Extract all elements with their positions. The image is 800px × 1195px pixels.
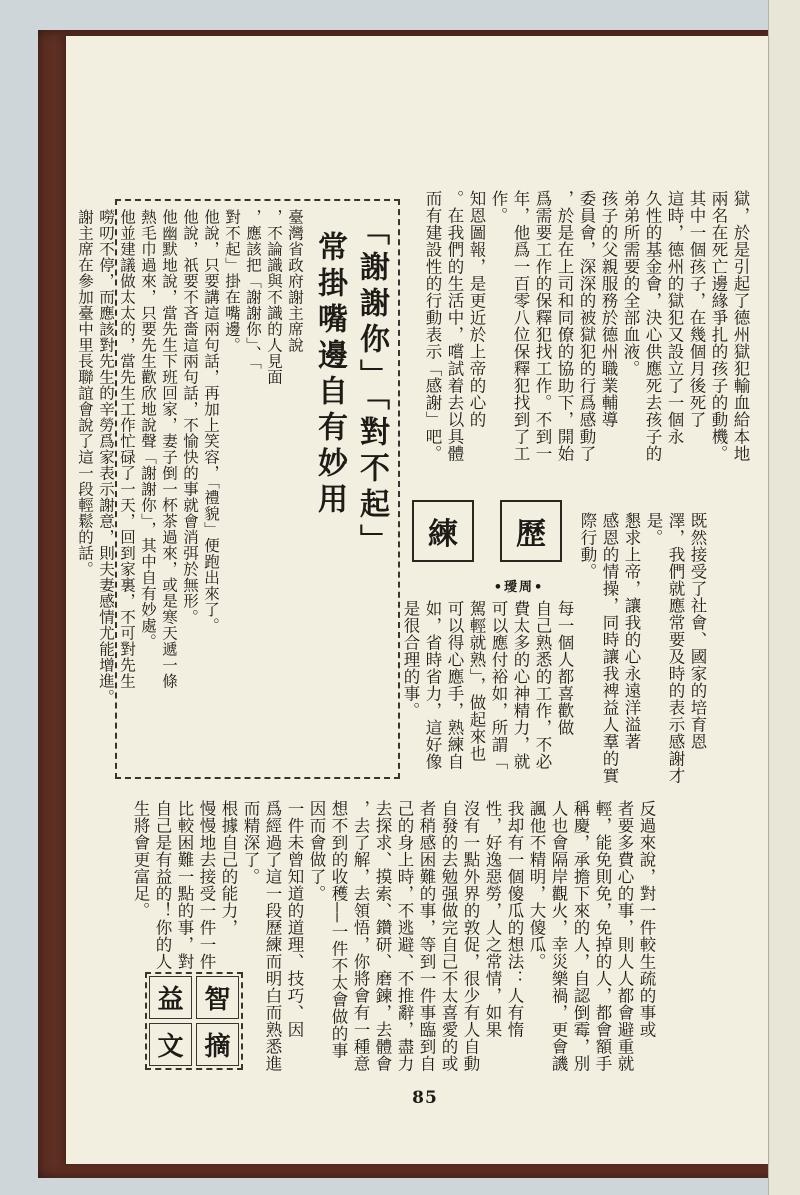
experience-article-body: 反過來說，對一件較生疏的事或 者要多費心的事，則人人都會避重就 輕，能免則免，免掉的人，都會額手 稱慶，承擔下來的人，自認倒霉，別 人也會隔岸觀火，幸災樂禍，更會譏 諷他不精明，大傻瓜。 我却有一個傻瓜的想法：人有惰 性，好逸惡勞，人之常情，如果 沒有一點外界的敦促，很少有人自動 自發的去勉强做完自己不太喜愛的或 者稍感困難的事，等到一件事臨到自 己的身上時，不逃避、不推辭，盡力 去探求、摸索、鑽研、磨鍊，去體會 ，去了解，去領悟，你將會有一種意 想不到的收穫——一件不太會做的事 因而會做了。 一件未曾知道的道理、技巧、因 爲經過了這一段歷練而明白而熟悉進 而精深了。 根據自己的能力， 慢慢地去接受一件一件 比較困難一點的事，對 自己是有益的！你的人 生將會更富足。 — [130, 800, 655, 1072]
logo-char: 益 — [149, 976, 192, 1019]
adjacent-page-edge — [768, 0, 800, 1195]
logo-char: 文 — [149, 1023, 192, 1066]
experience-article-intro: 每一個人都喜歡做 自己熟悉的工作，不必 費太多的心神精力，就 可以應付裕如，所謂「 駕輕就熟」，做起來也 可以得心應手，熟練自 如，省時省力，這好像 是很合理的事。 — [400, 600, 573, 770]
top-article-closing: 既然接受了社會、國家的培育恩 澤，我們就應常要及時的表示感謝才 是。 懇求上帝，讓我的心永遠洋溢著 感恩的情操，同時讓我裨益人羣的實 際行動。 — [577, 512, 706, 784]
logo-char: 智 — [196, 976, 239, 1019]
article-heading-char-2: 練 — [412, 500, 474, 562]
article-byline: •璦周• — [493, 580, 545, 595]
top-article-continuation: 獄，於是引起了德州獄犯輸血給本地 兩名在死亡邊緣爭扎的孩子的動機。 其中一個孩子，在幾個月後死了 這時，德州的獄犯又設立了一個永 久性的基金會，決心供應死去孩子的 弟弟所需要的全部血液。 孩子的父親服務於德州職業輔導 委員會，深深的被獄犯的行爲感動了 ，於是在上司和同僚的協助下，開始 爲需要工作的保釋犯找工作。不到一 年，他爲一百零八位保釋犯找到了工 作。 知恩圖報，是更近於上帝的心的 。在我們的生活中，嚐試着去以具體 而有建設性的行動表示「感謝」吧。 — [422, 190, 749, 462]
boxed-article-title-line-2: 常掛嘴邊自有妙用 — [312, 231, 347, 519]
boxed-article-body: 臺灣省政府謝主席說 ，不論識與不識的人見面 ，應該把「謝謝你」、「 對不起」掛在嘴邊。 他說，只要講這兩句話，再加上笑容，「禮貌」便跑出來了。 他說，祇要不吝嗇這兩句話，不愉快的事就會消弭於無形。 他幽默地說，當先生下班回家，妻子倒一杯茶過來，或是寒天遞一條 熱毛巾過來，只要先生歡欣地說聲「謝謝你」，其中自有妙處。 他並建議做太太的，當先生工作忙碌了一天，回到家裏，不可對先生 嘮叨不停，而應該對先生的辛勞爲家表示謝意，則夫妻感情尤能增進。 謝主席在參加臺中里長聯誼會說了這一段輕鬆的話。 — [75, 209, 303, 705]
page-number: 85 — [412, 1088, 438, 1108]
logo-char: 摘 — [196, 1023, 239, 1066]
boxed-article — [75, 199, 400, 779]
article-heading-char-1: 歷 — [500, 500, 562, 562]
boxed-article-title-line-1: 「謝謝你」「對不起」 — [354, 215, 389, 560]
column-logo — [145, 972, 243, 1070]
